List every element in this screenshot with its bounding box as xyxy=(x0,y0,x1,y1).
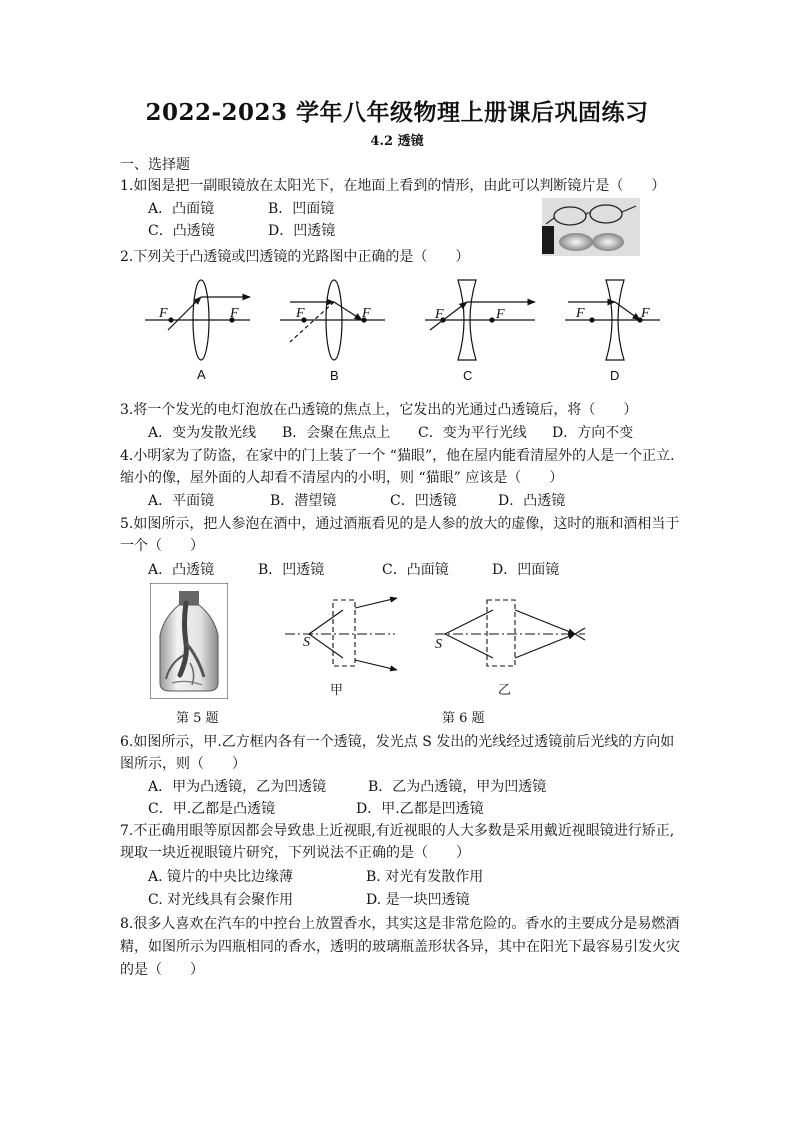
caption-fig5: 第 5 题 xyxy=(176,711,219,726)
q1-option-a: A．凸面镜 xyxy=(148,201,215,217)
question-8-line3: 的是（ ） xyxy=(120,962,204,978)
question-8-line1: 8.很多人喜欢在汽车的中控台上放置香水，其实这是非常危险的。香水的主要成分是易燃酒 xyxy=(120,916,680,932)
diagram-jia xyxy=(285,598,397,670)
q6-option-c: C．甲.乙都是凸透镜 xyxy=(148,801,276,817)
question-5-line2: 一个（ ） xyxy=(120,538,204,554)
q1-option-c: C．凸透镜 xyxy=(148,223,215,239)
focus-label: F xyxy=(641,306,650,321)
q4-option-b: B．潜望镜 xyxy=(270,493,337,509)
q7-option-b: B. 对光有发散作用 xyxy=(366,869,484,885)
caption-fig6: 第 6 题 xyxy=(442,711,485,726)
q1-option-b: B．凹面镜 xyxy=(268,201,335,217)
point-s-label: S xyxy=(435,637,442,652)
q5-option-d: D．凹面镜 xyxy=(492,562,560,578)
q3-option-a: A．变为发散光线 xyxy=(148,425,257,441)
q6-option-d: D．甲.乙都是凹透镜 xyxy=(356,801,484,817)
diagram-yi xyxy=(435,600,585,666)
question-3-text: 3.将一个发光的电灯泡放在凸透镜的焦点上，它发出的光通过凸透镜后，将（ ） xyxy=(120,402,638,418)
q3-option-c: C．变为平行光线 xyxy=(418,425,527,441)
q4-option-c: C．凹透镜 xyxy=(390,493,457,509)
page-title: 2022-2023 学年八年级物理上册课后巩固练习 xyxy=(145,99,649,126)
q4-option-a: A．平面镜 xyxy=(148,493,215,509)
glasses-photo xyxy=(542,198,640,256)
focus-label: F xyxy=(159,306,168,321)
diagram-label-b: B xyxy=(330,368,339,383)
figure-6-diagram xyxy=(285,590,595,700)
question-2-text: 2.下列关于凸透镜或凹透镜的光路图中正确的是（ ） xyxy=(120,249,470,265)
focus-label: F xyxy=(230,306,239,321)
q5-option-c: C．凸面镜 xyxy=(382,562,449,578)
q5-option-b: B．凹透镜 xyxy=(258,562,325,578)
question-6-line1: 6.如图所示，甲.乙方框内各有一个透镜，发光点 S 发出的光线经过透镜前后光线的方向如 xyxy=(120,734,675,750)
question-5-line1: 5.如图所示，把人参泡在酒中，通过酒瓶看见的是人参的放大的虚像，这时的瓶和酒相当于 xyxy=(120,516,680,532)
question-7-line1: 7.不正确用眼等原因都会导致患上近视眼,有近视眼的人大多数是采用戴近视眼镜进行矫正, xyxy=(120,823,675,839)
label-jia: 甲 xyxy=(330,683,344,698)
ray-diagrams xyxy=(140,278,660,388)
focus-label: F xyxy=(496,307,505,322)
q7-option-a: A. 镜片的中央比边缘薄 xyxy=(148,869,294,885)
question-4-line1: 4.小明家为了防盗，在家中的门上装了一个 “猫眼”，他在屋内能看清屋外的人是一个正立. xyxy=(120,448,675,464)
diagram-label-d: D xyxy=(610,368,620,383)
q7-option-c: C. 对光线具有会聚作用 xyxy=(148,892,294,908)
focus-label: F xyxy=(362,306,371,321)
q3-option-b: B．会聚在焦点上 xyxy=(282,425,391,441)
q1-option-d: D．凹透镜 xyxy=(268,223,336,239)
focus-label: F xyxy=(435,307,444,322)
diagram-label-c: C xyxy=(463,368,473,383)
question-7-line2: 现取一块近视眼镜片研究，下列说法不正确的是（ ） xyxy=(120,845,470,861)
page-subtitle: 4.2 透镜 xyxy=(370,134,424,149)
q7-option-d: D. 是一块凹透镜 xyxy=(366,892,470,908)
point-s-label: S xyxy=(303,635,310,650)
question-4-line2: 缩小的像，屋外面的人却看不清屋内的小明，则 “猫眼” 应该是（ ） xyxy=(120,470,564,486)
section-heading: 一、选择题 xyxy=(120,157,190,173)
ginseng-bottle-photo xyxy=(150,583,228,699)
focus-label: F xyxy=(296,306,305,321)
q3-option-d: D．方向不变 xyxy=(552,425,634,441)
q5-option-a: A．凸透镜 xyxy=(148,562,215,578)
q6-option-b: B．乙为凸透镜，甲为凹透镜 xyxy=(368,779,547,795)
q6-option-a: A．甲为凸透镜，乙为凹透镜 xyxy=(148,779,327,795)
question-8-line2: 精，如图所示为四瓶相同的香水，透明的玻璃瓶盖形状各异，其中在阳光下最容易引发火灾 xyxy=(120,939,680,955)
label-yi: 乙 xyxy=(498,683,512,698)
question-1-text: 1.如图是把一副眼镜放在太阳光下，在地面上看到的情形，由此可以判断镜片是（ ） xyxy=(120,178,666,194)
q4-option-d: D．凸透镜 xyxy=(498,493,566,509)
question-6-line2: 图所示，则（ ） xyxy=(120,756,246,772)
diagram-label-a: A xyxy=(197,367,206,382)
focus-label: F xyxy=(576,306,585,321)
